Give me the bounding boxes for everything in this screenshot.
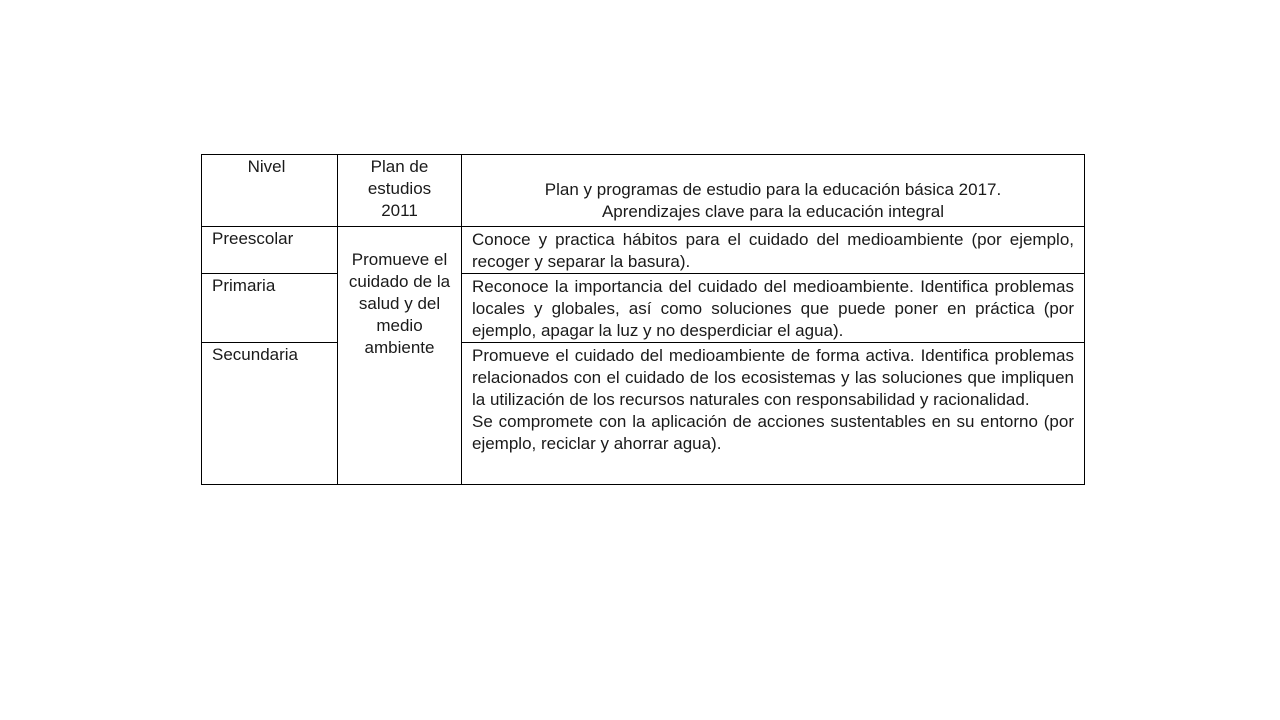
aprendizajes-cell-primaria: [462, 274, 1085, 343]
table-row-primaria: [202, 274, 1085, 343]
aprendizajes-cell-preescolar: [462, 227, 1085, 274]
header-row: [202, 155, 1085, 227]
header-cell-nivel: [202, 155, 338, 227]
curriculum-comparison-table: [201, 154, 1085, 485]
plan-2011-text: Promueve el cuidado de la salud y del medio ambiente: [348, 250, 451, 357]
header-plan-2017-line1: Plan y programas de estudio para la educación básica 2017.: [544, 180, 1002, 199]
header-plan-2017-line2: Aprendizajes clave para la educación integral: [601, 202, 945, 221]
aprendizajes-preescolar-text: Conoce y practica hábitos para el cuidado del medioambiente (por ejemplo, recoger y separar la basura).: [472, 230, 1074, 271]
aprendizajes-cell-secundaria: [462, 343, 1085, 485]
plan-2011-merged-cell: [338, 227, 462, 485]
nivel-secundaria-label: Secundaria: [212, 345, 299, 364]
aprendizajes-secundaria-extra-text: Se compromete con la aplicación de acciones sustentables en su entorno (por ejemplo, reciclar y ahorrar agua).: [472, 412, 1074, 453]
aprendizajes-secundaria-text: Promueve el cuidado del medioambiente de forma activa. Identifica problemas relacionados con el cuidado de los ecosistemas y las soluciones que impliquen la utilización de los recursos naturales con responsabilidad y racionalidad.: [472, 346, 1074, 409]
table-row-secundaria: [202, 343, 1085, 485]
header-cell-plan-2011: [338, 155, 462, 227]
table-row-preescolar: [202, 227, 1085, 274]
nivel-preescolar-label: Preescolar: [212, 229, 294, 248]
nivel-cell-primaria: [202, 274, 338, 343]
aprendizajes-primaria-text: Reconoce la importancia del cuidado del medioambiente. Identifica problemas locales y globales, así como soluciones que puede poner en práctica (por ejemplo, apagar la luz y no desperdiciar el agua).: [472, 277, 1074, 340]
header-nivel-label: Nivel: [247, 157, 286, 176]
header-cell-plan-2017: [462, 155, 1085, 227]
nivel-cell-secundaria: [202, 343, 338, 485]
header-plan-2011-label: Plan de estudios 2011: [367, 157, 432, 220]
nivel-cell-preescolar: [202, 227, 338, 274]
nivel-primaria-label: Primaria: [212, 276, 276, 295]
